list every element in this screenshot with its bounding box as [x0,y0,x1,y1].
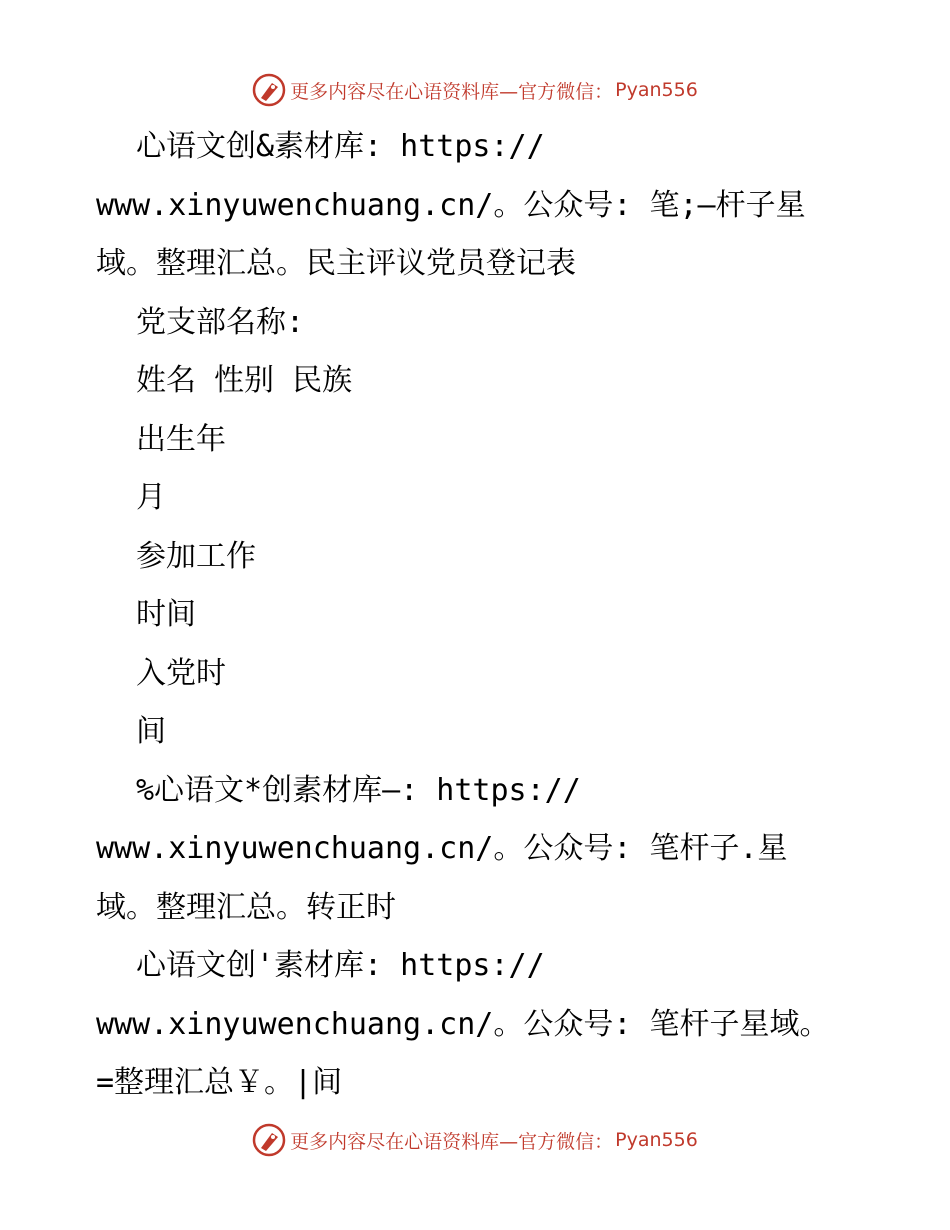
text-line: 党支部名称: [136,304,305,340]
pen-nib-icon [252,73,286,107]
text-line: www.xinyuwenchuang.cn/。公众号: 笔;—杆子星 [96,187,806,223]
text-line: 参加工作 [136,538,256,574]
text-line: 入党时 [136,655,226,691]
text-line: %心语文*创素材库—: https:// [136,772,581,808]
text-line: 域。整理汇总。转正时 [96,889,396,925]
banner-text: 更多内容尽在心语资料库—官方微信： [290,1130,614,1153]
text-line: 心语文创'素材库: https:// [136,948,545,983]
banner-wechat-id: Pyan556 [615,79,698,101]
text-line: www.xinyuwenchuang.cn/。公众号: 笔杆子星域。 [96,1006,830,1042]
text-line: 域。整理汇总。民主评议党员登记表 [96,246,576,281]
text-line: 间 [136,714,166,749]
header-banner[interactable] [0,70,950,110]
text-line: =整理汇总￥。|间 [96,1065,343,1100]
pen-nib-icon [252,1123,286,1157]
text-line: 时间 [136,597,196,632]
text-line: 出生年 [136,421,226,457]
footer-banner[interactable] [0,1120,950,1160]
text-line: 姓名 性别 民族 [136,363,353,398]
document-body [0,118,950,1113]
text-line: 月 [136,480,166,515]
text-line: www.xinyuwenchuang.cn/。公众号: 笔杆子.星 [96,831,788,866]
text-line: 心语文创&素材库: https:// [136,129,545,164]
banner-wechat-id: Pyan556 [615,1129,698,1151]
banner-text: 更多内容尽在心语资料库—官方微信： [290,80,614,103]
